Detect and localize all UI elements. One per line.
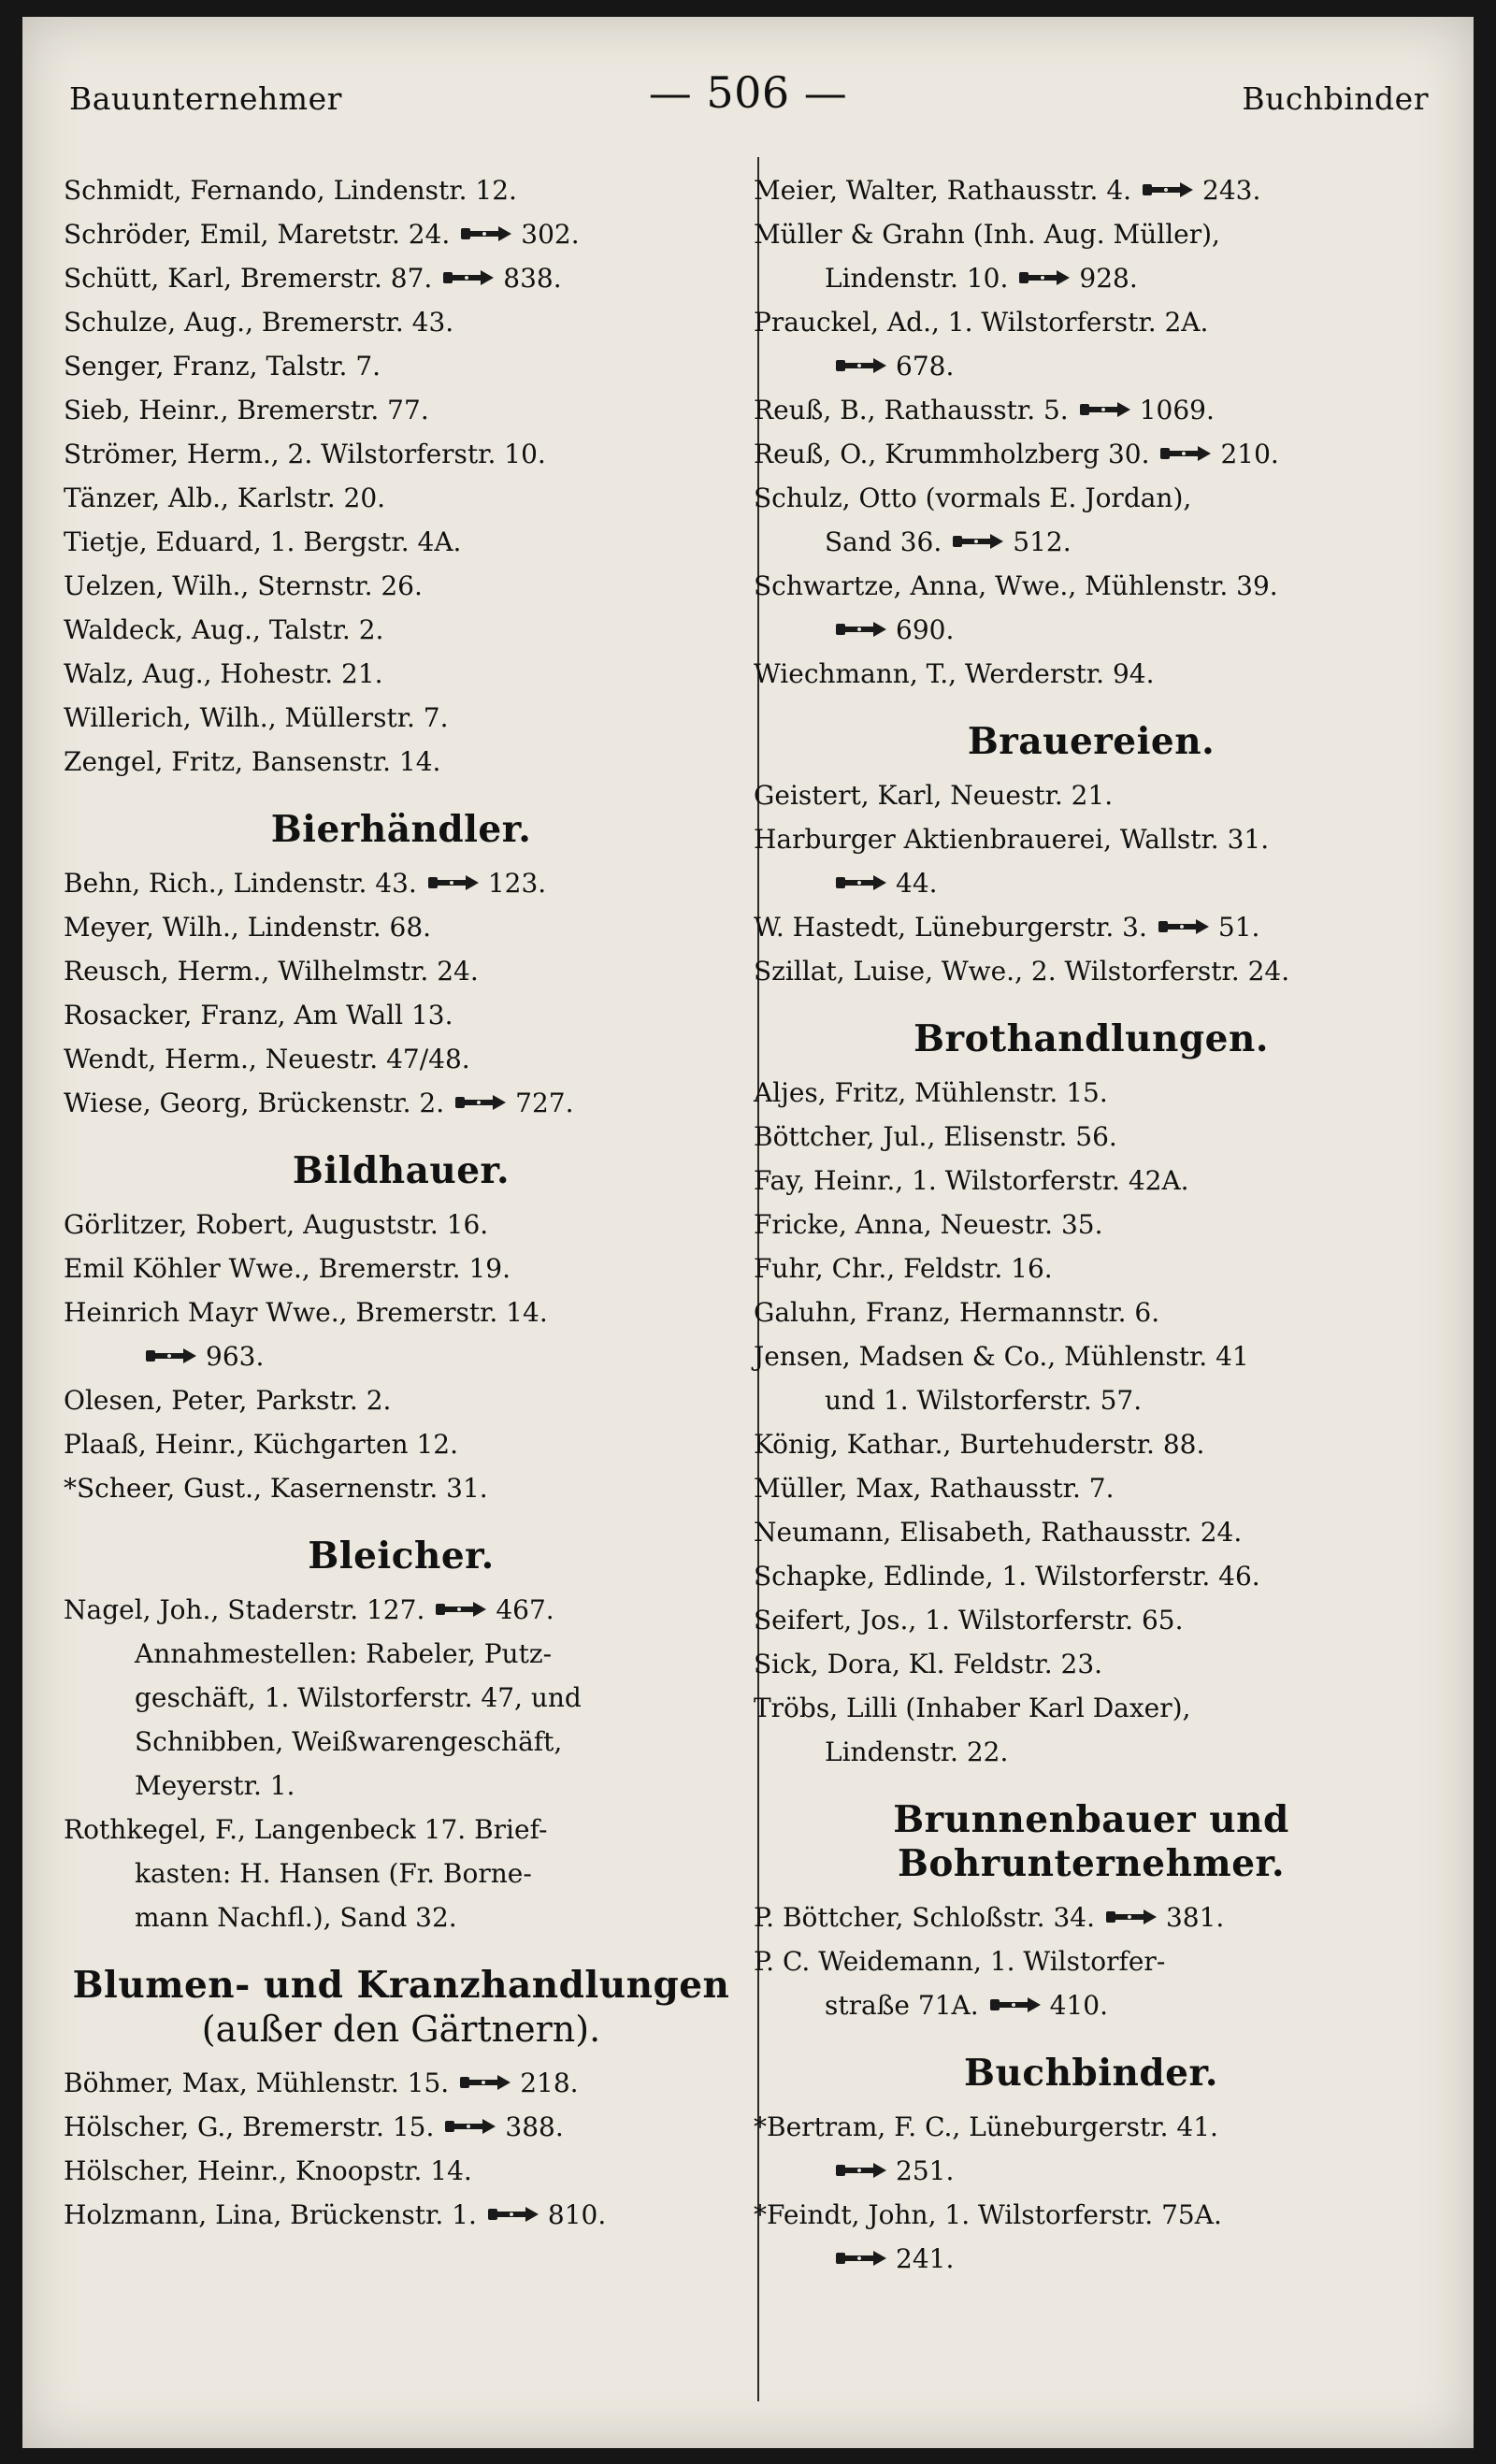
entry-text: *Scheer, Gust., Kasernenstr. 31. [64, 1473, 488, 1504]
directory-entry [754, 168, 1429, 212]
section-heading: Brothandlungen. [913, 1017, 1269, 1060]
entry-text: König, Kathar., Burtehuderstr. 88. [754, 1429, 1205, 1460]
directory-entry [64, 1246, 739, 1290]
entry-text: Schmidt, Fernando, Lindenstr. 12. [64, 175, 517, 206]
entry-text: straße 71A. [825, 1990, 979, 2021]
entry-text: Böttcher, Jul., Elisenstr. 56. [754, 1121, 1117, 1152]
telephone-hand-icon [988, 1994, 1044, 2016]
entry-continuation [64, 1764, 739, 1808]
directory-entry [754, 388, 1429, 432]
telephone-number: 44. [896, 868, 938, 899]
directory-entry [754, 564, 1429, 608]
directory-entry [64, 949, 739, 993]
entry-continuation [754, 520, 1429, 564]
directory-entry [64, 1081, 739, 1125]
entry-text: Sieb, Heinr., Bremerstr. 77. [64, 395, 429, 425]
directory-entry [64, 564, 739, 608]
telephone-number: 467. [496, 1594, 554, 1625]
entry-continuation [754, 2237, 1429, 2281]
directory-entry [64, 476, 739, 520]
directory-entry [64, 861, 739, 905]
entry-text: Böhmer, Max, Mühlenstr. 15. [64, 2068, 450, 2098]
entry-text: Schnibben, Weißwarengeschäft, [135, 1726, 563, 1757]
directory-entry [64, 740, 739, 784]
entry-text: Reuß, B., Rathausstr. 5. [754, 395, 1069, 425]
directory-entry [64, 1466, 739, 1510]
directory-entry [754, 1115, 1429, 1159]
telephone-number: 963. [206, 1341, 265, 1372]
entry-text: Schütt, Karl, Bremerstr. 87. [64, 263, 433, 294]
telephone-hand-icon [1104, 1906, 1160, 1928]
telephone-hand-icon [1158, 442, 1215, 465]
directory-entry [754, 1554, 1429, 1598]
section-heading: Blumen- und Kranzhandlungen [72, 1964, 730, 2007]
telephone-number: 512. [1013, 526, 1072, 557]
telephone-number: 1069. [1139, 395, 1215, 425]
entry-continuation [754, 2149, 1429, 2193]
entry-continuation [754, 608, 1429, 652]
directory-entry [64, 388, 739, 432]
entry-text: Wiechmann, T., Werderstr. 94. [754, 658, 1155, 689]
entry-text: Schapke, Edlinde, 1. Wilstorferstr. 46. [754, 1561, 1260, 1592]
entry-text: Neumann, Elisabeth, Rathausstr. 24. [754, 1517, 1243, 1548]
directory-entry [754, 773, 1429, 817]
telephone-number: 810. [547, 2199, 607, 2230]
directory-entry [64, 2061, 739, 2105]
directory-entry [64, 432, 739, 476]
entry-text: W. Hastedt, Lüneburgerstr. 3. [754, 912, 1147, 943]
entry-text: Prauckel, Ad., 1. Wilstorferstr. 2A. [754, 307, 1209, 338]
telephone-number: 410. [1049, 1990, 1108, 2021]
telephone-hand-icon [1141, 179, 1197, 201]
telephone-number: 218. [520, 2068, 579, 2098]
telephone-hand-icon [834, 618, 890, 641]
entry-text: Hölscher, G., Bremerstr. 15. [64, 2111, 435, 2142]
directory-entry [754, 1895, 1429, 1939]
telephone-hand-icon [951, 530, 1007, 553]
directory-entry [64, 344, 739, 388]
entry-continuation [754, 344, 1429, 388]
directory-entry [64, 1808, 739, 1852]
running-head-right: Buchbinder [1242, 80, 1429, 117]
entry-text: P. C. Weidemann, 1. Wilstorfer- [754, 1946, 1166, 1977]
telephone-hand-icon [1017, 267, 1073, 289]
entry-text: Senger, Franz, Talstr. 7. [64, 351, 381, 382]
right-column [754, 168, 1429, 2281]
telephone-number: 690. [896, 614, 955, 645]
section-subheading: (außer den Gärtnern). [201, 2009, 601, 2050]
directory-entry [64, 1203, 739, 1246]
directory-entry [754, 1466, 1429, 1510]
entry-text: Fuhr, Chr., Feldstr. 16. [754, 1253, 1053, 1284]
entry-text: Fay, Heinr., 1. Wilstorferstr. 42A. [754, 1165, 1189, 1196]
entry-text: Meier, Walter, Rathausstr. 4. [754, 175, 1132, 206]
entry-text: Meyerstr. 1. [135, 1770, 295, 1801]
telephone-hand-icon [458, 2071, 514, 2094]
section-heading: Brunnenbauer und Bohrunternehmer. [893, 1798, 1289, 1885]
directory-entry [64, 1378, 739, 1422]
section-heading: Bleicher. [308, 1535, 495, 1578]
directory-entry [754, 1071, 1429, 1115]
entry-continuation [754, 256, 1429, 300]
entry-text: Olesen, Peter, Parkstr. 2. [64, 1385, 392, 1416]
telephone-number: 388. [505, 2111, 564, 2142]
entry-continuation [754, 861, 1429, 905]
directory-entry [64, 2149, 739, 2193]
entry-text: Schulze, Aug., Bremerstr. 43. [64, 307, 454, 338]
directory-entry [754, 1686, 1429, 1730]
entry-text: Reuß, O., Krummholzberg 30. [754, 439, 1150, 469]
entry-text: Lindenstr. 22. [825, 1736, 1009, 1767]
entry-continuation [64, 1852, 739, 1895]
entry-text: Uelzen, Wilh., Sternstr. 26. [64, 570, 423, 601]
entry-text: Rosacker, Franz, Am Wall 13. [64, 1000, 453, 1030]
directory-entry [754, 1939, 1429, 1983]
telephone-number: 243. [1202, 175, 1261, 206]
page-number: — 506 — [648, 67, 848, 118]
directory-entry [754, 1598, 1429, 1642]
entry-text: Harburger Aktienbrauerei, Wallstr. 31. [754, 824, 1270, 855]
directory-entry [64, 256, 739, 300]
entry-text: Wendt, Herm., Neuestr. 47/48. [64, 1044, 470, 1074]
entry-continuation [64, 1632, 739, 1676]
entry-text: Tänzer, Alb., Karlstr. 20. [64, 483, 386, 513]
entry-continuation [64, 1334, 739, 1378]
telephone-hand-icon [434, 1598, 490, 1621]
directory-entry [754, 1510, 1429, 1554]
telephone-hand-icon [834, 2247, 890, 2269]
entry-text: Sick, Dora, Kl. Feldstr. 23. [754, 1649, 1103, 1679]
directory-entry [754, 1334, 1429, 1378]
entry-text: Galuhn, Franz, Hermannstr. 6. [754, 1297, 1160, 1328]
directory-entry [64, 905, 739, 949]
entry-text: Müller, Max, Rathausstr. 7. [754, 1473, 1115, 1504]
section-heading: Bildhauer. [292, 1149, 511, 1192]
entry-text: Nagel, Joh., Staderstr. 127. [64, 1594, 425, 1625]
directory-entry [64, 1290, 739, 1334]
telephone-hand-icon [441, 267, 497, 289]
telephone-number: 727. [515, 1088, 574, 1118]
directory-entry [64, 300, 739, 344]
entry-text: Reusch, Herm., Wilhelmstr. 24. [64, 956, 479, 987]
directory-entry [64, 2105, 739, 2149]
telephone-hand-icon [834, 872, 890, 894]
entry-text: Rothkegel, F., Langenbeck 17. Brief- [64, 1814, 548, 1845]
directory-entry [64, 212, 739, 256]
entry-text: Tietje, Eduard, 1. Bergstr. 4A. [64, 526, 462, 557]
entry-text: Schulz, Otto (vormals E. Jordan), [754, 483, 1192, 513]
directory-entry [754, 949, 1429, 993]
entry-text: P. Böttcher, Schloßstr. 34. [754, 1902, 1095, 1933]
entry-text: Hölscher, Heinr., Knoopstr. 14. [64, 2155, 472, 2186]
telephone-hand-icon [1078, 398, 1134, 421]
directory-entry [64, 520, 739, 564]
telephone-hand-icon [453, 1091, 510, 1114]
directory-entry [754, 432, 1429, 476]
directory-entry [754, 652, 1429, 696]
section-heading: Brauereien. [967, 720, 1216, 763]
left-column [64, 168, 739, 2237]
directory-entry [64, 608, 739, 652]
entry-text: *Bertram, F. C., Lüneburgerstr. 41. [754, 2111, 1218, 2142]
entry-continuation [64, 1895, 739, 1939]
entry-text: und 1. Wilstorferstr. 57. [825, 1385, 1143, 1416]
telephone-hand-icon [834, 2159, 890, 2182]
directory-entry [64, 1037, 739, 1081]
entry-text: Zengel, Fritz, Bansenstr. 14. [64, 746, 441, 777]
telephone-number: 928. [1079, 263, 1138, 294]
directory-entry [754, 1159, 1429, 1203]
entry-text: *Feindt, John, 1. Wilstorferstr. 75A. [754, 2199, 1222, 2230]
entry-text: Heinrich Mayr Wwe., Bremerstr. 14. [64, 1297, 548, 1328]
directory-entry [754, 1422, 1429, 1466]
telephone-hand-icon [834, 354, 890, 377]
entry-continuation [64, 1676, 739, 1720]
entry-text: Meyer, Wilh., Lindenstr. 68. [64, 912, 432, 943]
entry-text: Plaaß, Heinr., Küchgarten 12. [64, 1429, 459, 1460]
section-heading: Buchbinder. [964, 2052, 1218, 2095]
telephone-hand-icon [486, 2203, 542, 2226]
entry-text: Behn, Rich., Lindenstr. 43. [64, 868, 417, 899]
entry-text: Fricke, Anna, Neuestr. 35. [754, 1209, 1103, 1240]
running-head-left: Bauunternehmer [69, 80, 342, 117]
directory-entry [754, 905, 1429, 949]
directory-entry [754, 476, 1429, 520]
telephone-hand-icon [443, 2115, 499, 2138]
directory-entry [64, 652, 739, 696]
entry-text: Tröbs, Lilli (Inhaber Karl Daxer), [754, 1693, 1191, 1723]
entry-continuation [754, 1378, 1429, 1422]
directory-page [22, 17, 1474, 2448]
telephone-hand-icon [144, 1345, 200, 1367]
telephone-number: 51. [1217, 912, 1260, 943]
directory-entry [754, 2105, 1429, 2149]
directory-entry [64, 2193, 739, 2237]
entry-text: Sand 36. [825, 526, 942, 557]
directory-entry [754, 1290, 1429, 1334]
directory-entry [754, 2193, 1429, 2237]
directory-entry [64, 993, 739, 1037]
directory-entry [754, 1246, 1429, 1290]
entry-text: Lindenstr. 10. [825, 263, 1009, 294]
directory-entry [754, 817, 1429, 861]
telephone-number: 210. [1220, 439, 1279, 469]
entry-continuation [64, 1720, 739, 1764]
directory-entry [64, 1588, 739, 1632]
telephone-number: 241. [896, 2243, 955, 2274]
telephone-hand-icon [426, 872, 482, 894]
directory-entry [64, 696, 739, 740]
entry-text: Strömer, Herm., 2. Wilstorferstr. 10. [64, 439, 546, 469]
entry-text: Jensen, Madsen & Co., Mühlenstr. 41 [754, 1341, 1249, 1372]
entry-text: Annahmestellen: Rabeler, Putz- [135, 1638, 553, 1669]
telephone-number: 381. [1165, 1902, 1225, 1933]
entry-text: Emil Köhler Wwe., Bremerstr. 19. [64, 1253, 511, 1284]
entry-continuation [754, 1730, 1429, 1774]
telephone-number: 302. [521, 219, 580, 250]
entry-text: Holzmann, Lina, Brückenstr. 1. [64, 2199, 477, 2230]
telephone-number: 838. [503, 263, 562, 294]
entry-text: Waldeck, Aug., Talstr. 2. [64, 614, 384, 645]
entry-text: Walz, Aug., Hohestr. 21. [64, 658, 383, 689]
entry-text: geschäft, 1. Wilstorferstr. 47, und [135, 1682, 582, 1713]
directory-entry [64, 168, 739, 212]
entry-text: mann Nachfl.), Sand 32. [135, 1902, 457, 1933]
entry-text: Willerich, Wilh., Müllerstr. 7. [64, 702, 449, 733]
directory-entry [754, 212, 1429, 256]
telephone-number: 678. [896, 351, 955, 382]
entry-text: Seifert, Jos., 1. Wilstorferstr. 65. [754, 1605, 1184, 1635]
entry-text: Szillat, Luise, Wwe., 2. Wilstorferstr. 24. [754, 956, 1290, 987]
entry-text: Müller & Grahn (Inh. Aug. Müller), [754, 219, 1220, 250]
telephone-hand-icon [1157, 915, 1213, 938]
directory-entry [64, 1422, 739, 1466]
telephone-hand-icon [459, 223, 515, 245]
section-heading: Bierhändler. [270, 808, 532, 851]
telephone-number: 251. [896, 2155, 955, 2186]
entry-text: Schwartze, Anna, Wwe., Mühlenstr. 39. [754, 570, 1278, 601]
entry-text: kasten: H. Hansen (Fr. Borne- [135, 1858, 532, 1889]
entry-text: Görlitzer, Robert, Auguststr. 16. [64, 1209, 489, 1240]
entry-text: Geistert, Karl, Neuestr. 21. [754, 780, 1114, 811]
directory-entry [754, 1642, 1429, 1686]
entry-continuation [754, 1983, 1429, 2027]
entry-text: Schröder, Emil, Maretstr. 24. [64, 219, 451, 250]
directory-entry [754, 300, 1429, 344]
entry-text: Aljes, Fritz, Mühlenstr. 15. [754, 1077, 1108, 1108]
directory-entry [754, 1203, 1429, 1246]
telephone-number: 123. [487, 868, 547, 899]
entry-text: Wiese, Georg, Brückenstr. 2. [64, 1088, 445, 1118]
